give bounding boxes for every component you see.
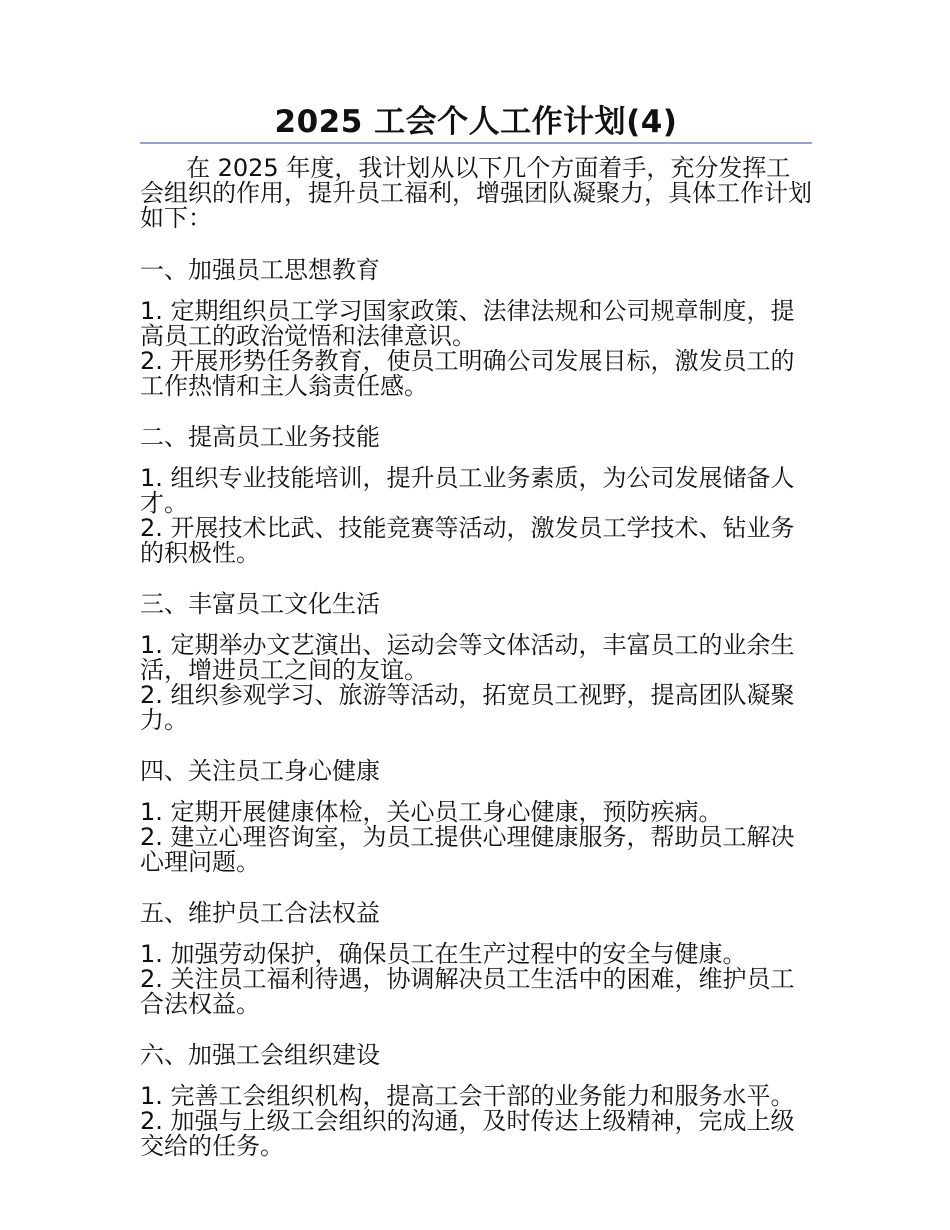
section-5 (140, 900, 812, 1017)
section-heading: 二、提高员工业务技能 (140, 423, 380, 451)
title-bar (140, 100, 812, 144)
section-heading: 一、加强员工思想教育 (140, 256, 380, 284)
section-heading: 四、关注员工身心健康 (140, 757, 380, 785)
section-item: 1. 组织专业技能培训，提升员工业务素质，为公司发展储备人才。 (140, 464, 795, 517)
section-item: 1. 定期组织员工学习国家政策、法律法规和公司规章制度，提高员工的政治觉悟和法律意识。 (140, 297, 795, 350)
section-heading: 六、加强工会组织建设 (140, 1041, 380, 1069)
section-heading: 五、维护员工合法权益 (140, 899, 380, 927)
section-item: 2. 组织参观学习、旅游等活动，拓宽员工视野，提高团队凝聚力。 (140, 681, 795, 734)
section-item: 2. 开展技术比武、技能竞赛等活动，激发员工学技术、钻业务的积极性。 (140, 514, 795, 567)
section-4 (140, 758, 812, 875)
page-title: 2025 工会个人工作计划(4) (274, 104, 678, 140)
intro-paragraph: 在 2025 年度，我计划从以下几个方面着手，充分发挥工会组织的作用，提升员工福利，增强团队凝聚力，具体工作计划如下： (140, 154, 812, 232)
section-item: 2. 开展形势任务教育，使员工明确公司发展目标，激发员工的工作热情和主人翁责任感。 (140, 347, 795, 400)
section-item: 2. 加强与上级工会组织的沟通，及时传达上级精神，完成上级交给的任务。 (140, 1107, 795, 1160)
section-item: 1. 定期开展健康体检，关心员工身心健康，预防疾病。 (140, 798, 723, 826)
section-3 (140, 591, 812, 733)
section-6 (140, 1042, 812, 1159)
document-page (140, 100, 812, 1184)
section-heading: 三、丰富员工文化生活 (140, 590, 380, 618)
section-item: 1. 完善工会组织机构，提高工会干部的业务能力和服务水平。 (140, 1082, 795, 1110)
section-item: 1. 加强劳动保护，确保员工在生产过程中的安全与健康。 (140, 940, 747, 968)
section-item: 2. 关注员工福利待遇，协调解决员工生活中的困难，维护员工合法权益。 (140, 965, 795, 1018)
section-2 (140, 424, 812, 566)
section-item: 1. 定期举办文艺演出、运动会等文体活动，丰富员工的业余生活，增进员工之间的友谊。 (140, 631, 795, 684)
section-item: 2. 建立心理咨询室，为员工提供心理健康服务，帮助员工解决心理问题。 (140, 823, 795, 876)
section-1 (140, 257, 812, 399)
